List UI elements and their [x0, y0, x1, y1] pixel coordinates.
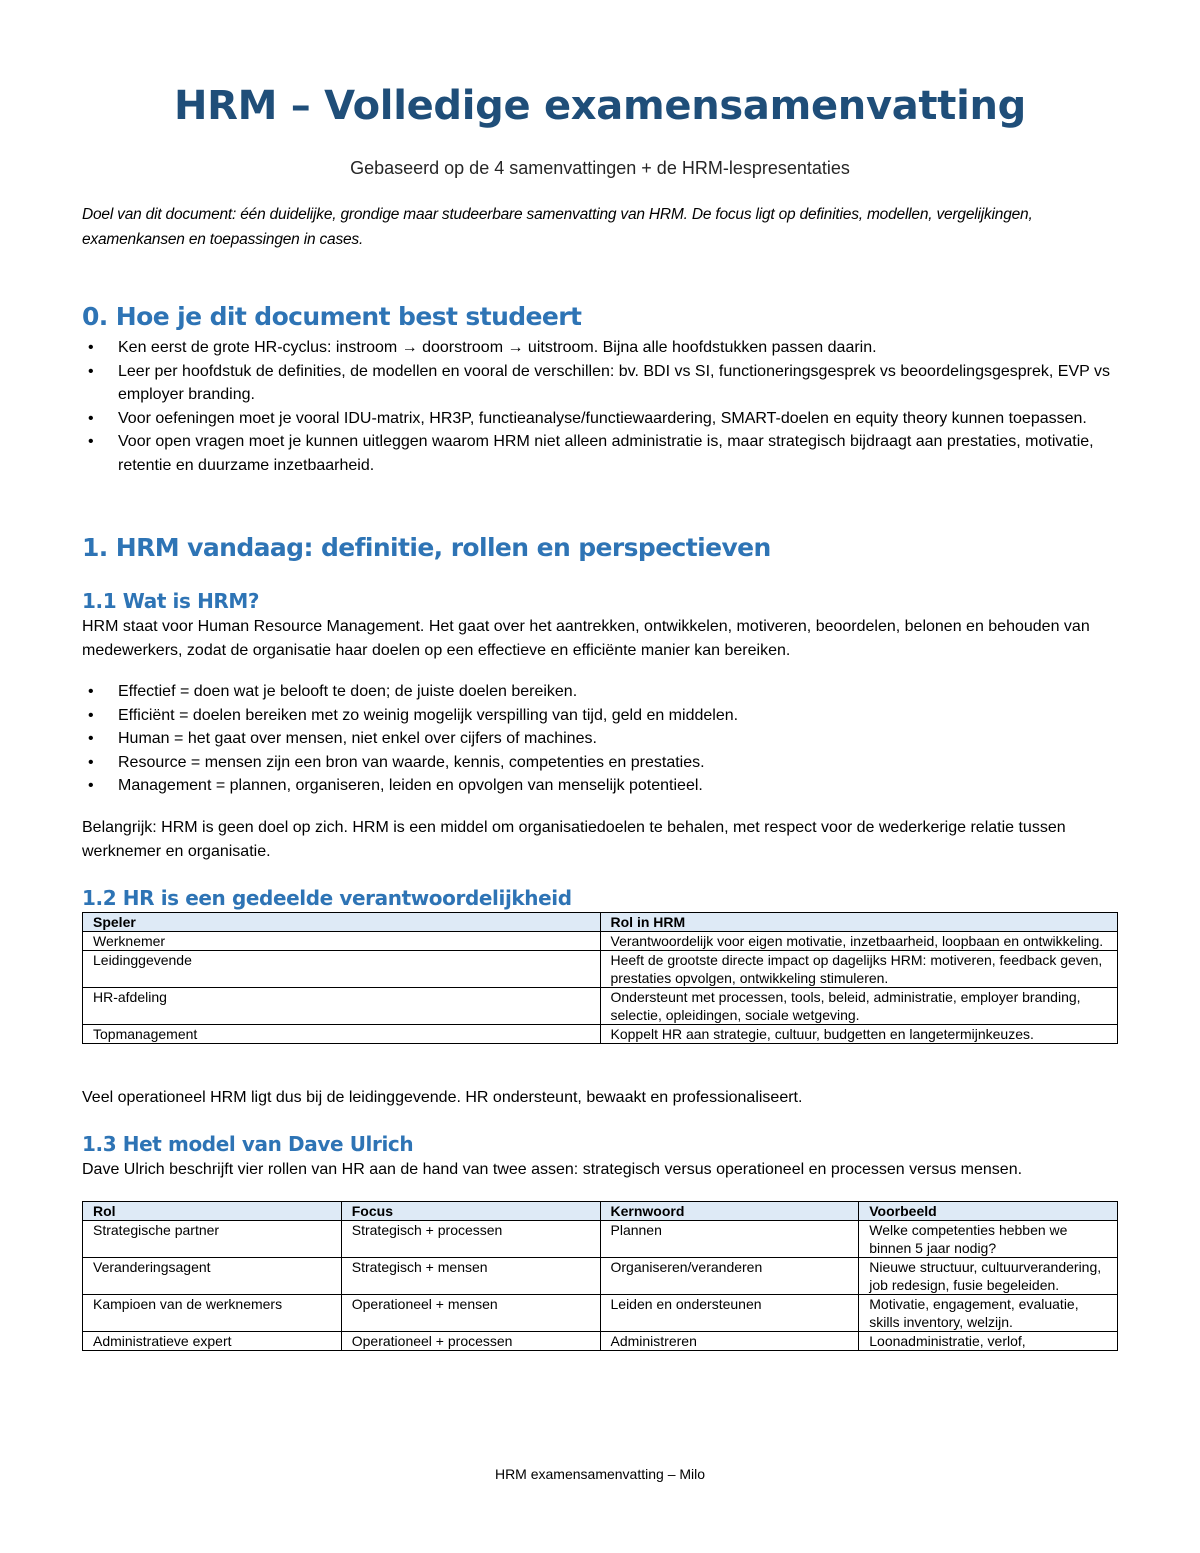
section-1-3-text: Dave Ulrich beschrijft vier rollen van HR aan de hand van twee assen: strategisch versus operationeel en processen versus mensen. [82, 1160, 1023, 1178]
table-cell: Topmanagement [83, 1024, 601, 1043]
list-item: • Voor oefeningen moet je vooral IDU-matrix, HR3P, functieanalyse/functiewaardering, SMART-doelen en equity theory kunnen toepassen. [82, 407, 1118, 431]
list-item: • Management = plannen, organiseren, leiden en opvolgen van menselijk potentieel. [82, 774, 1118, 798]
table-cell: HR-afdeling [83, 987, 601, 1024]
table-header-cell: Rol in HRM [600, 912, 1118, 931]
table-cell: Strategisch + processen [341, 1220, 600, 1257]
table-header-row [83, 1201, 1118, 1220]
table-cell: Veranderingsagent [83, 1257, 342, 1294]
section-1-1-heading: 1.1 Wat is HRM? [82, 589, 260, 613]
section-1-heading: 1. HRM vandaag: definitie, rollen en perspectieven [82, 533, 771, 562]
table-row [83, 1294, 1118, 1331]
section-0-heading: 0. Hoe je dit document best studeert [82, 302, 582, 331]
table-header-cell: Focus [341, 1201, 600, 1220]
list-item: • Ken eerst de grote HR-cyclus: instroom → doorstroom → uitstroom. Bijna alle hoofdstukken passen daarin. [82, 336, 1118, 360]
table-cell: Kampioen van de werknemers [83, 1294, 342, 1331]
section-1-2-heading: 1.2 HR is een gedeelde verantwoordelijkheid [82, 885, 572, 910]
intro-text: Doel van dit document: één duidelijke, grondige maar studeerbare samenvatting van HRM. De focus ligt op definities, modellen, vergelijkingen, examenkansen en toepassingen in cases. [82, 206, 1033, 248]
list-item: • Resource = mensen zijn een bron van waarde, kennis, competenties en prestaties. [82, 751, 1118, 775]
table-cell: Loonadministratie, verlof, [859, 1331, 1118, 1350]
table-cell: Organiseren/veranderen [600, 1257, 859, 1294]
table-cell: Plannen [600, 1220, 859, 1257]
table-cell: Welke competenties hebben we binnen 5 jaar nodig? [859, 1220, 1118, 1257]
section-1-3-heading: 1.3 Het model van Dave Ulrich [82, 1131, 414, 1156]
list-item: • Efficiënt = doelen bereiken met zo weinig mogelijk verspilling van tijd, geld en middelen. [82, 704, 1118, 728]
table-cell: Ondersteunt met processen, tools, beleid, administratie, employer branding, selectie, opleidingen, sociale wetgeving. [600, 987, 1118, 1024]
document-subtitle: Gebaseerd op de 4 samenvattingen + de HRM-lespresentaties [350, 158, 850, 178]
table-header-row [83, 912, 1118, 931]
table-cell: Leiden en ondersteunen [600, 1294, 859, 1331]
document-page [82, 78, 1118, 1351]
table-cell: Leidinggevende [83, 950, 601, 987]
table-header-cell: Kernwoord [600, 1201, 859, 1220]
ulrich-model-table [82, 1201, 1118, 1351]
list-item: • Effectief = doen wat je belooft te doen; de juiste doelen bereiken. [82, 680, 1118, 704]
list-item: • Voor open vragen moet je kunnen uitleggen waarom HRM niet alleen administratie is, maar strategisch bijdraagt aan prestaties, motivatie, retentie en duurzame inzetbaarheid. [82, 430, 1118, 477]
table-cell: Operationeel + mensen [341, 1294, 600, 1331]
table-cell: Administreren [600, 1331, 859, 1350]
table-row [83, 987, 1118, 1024]
table-cell: Strategische partner [83, 1220, 342, 1257]
table-header-cell: Rol [83, 1201, 342, 1220]
shared-responsibility-table [82, 912, 1118, 1044]
section-0-list [82, 336, 1118, 477]
list-item: • Leer per hoofdstuk de definities, de modellen en vooral de verschillen: bv. BDI vs SI, functioneringsgesprek vs beoordelingsgesprek, EVP vs employer branding. [82, 360, 1118, 407]
table-cell: Strategisch + mensen [341, 1257, 600, 1294]
table-row [83, 1220, 1118, 1257]
table-cell: Verantwoordelijk voor eigen motivatie, inzetbaarheid, loopbaan en ontwikkeling. [600, 931, 1118, 950]
table-row [83, 1024, 1118, 1043]
section-1-1-list [82, 680, 1118, 798]
section-1-1-note: Belangrijk: HRM is geen doel op zich. HRM is een middel om organisatiedoelen te behalen, met respect voor de wederkerige relatie tussen werknemer en organisatie. [82, 818, 1066, 860]
section-1-2-after: Veel operationeel HRM ligt dus bij de leidinggevende. HR ondersteunt, bewaakt en professionaliseert. [82, 1088, 803, 1106]
table-cell: Heeft de grootste directe impact op dagelijks HRM: motiveren, feedback geven, prestaties opvolgen, ontwikkeling stimuleren. [600, 950, 1118, 987]
table-cell: Nieuwe structuur, cultuurverandering, job redesign, fusie begeleiden. [859, 1257, 1118, 1294]
table-row [83, 1331, 1118, 1350]
table-cell: Motivatie, engagement, evaluatie, skills inventory, welzijn. [859, 1294, 1118, 1331]
section-1-1-text: HRM staat voor Human Resource Management. Het gaat over het aantrekken, ontwikkelen, motiveren, beoordelen, belonen en behouden van medewerkers, zodat de organisatie haar doelen op een effectieve en efficiënte manier kan bereiken. [82, 618, 1090, 659]
table-row [83, 931, 1118, 950]
table-row [83, 950, 1118, 987]
table-row [83, 1257, 1118, 1294]
table-cell: Koppelt HR aan strategie, cultuur, budgetten en langetermijnkeuzes. [600, 1024, 1118, 1043]
table-cell: Administratieve expert [83, 1331, 342, 1350]
list-item: • Human = het gaat over mensen, niet enkel over cijfers of machines. [82, 727, 1118, 751]
document-title: HRM – Volledige examensamenvatting [174, 83, 1026, 129]
table-cell: Werknemer [83, 931, 601, 950]
table-cell: Operationeel + processen [341, 1331, 600, 1350]
page-footer: HRM examensamenvatting – Milo [494, 1466, 706, 1482]
table-header-cell: Voorbeeld [859, 1201, 1118, 1220]
table-header-cell: Speler [83, 912, 601, 931]
